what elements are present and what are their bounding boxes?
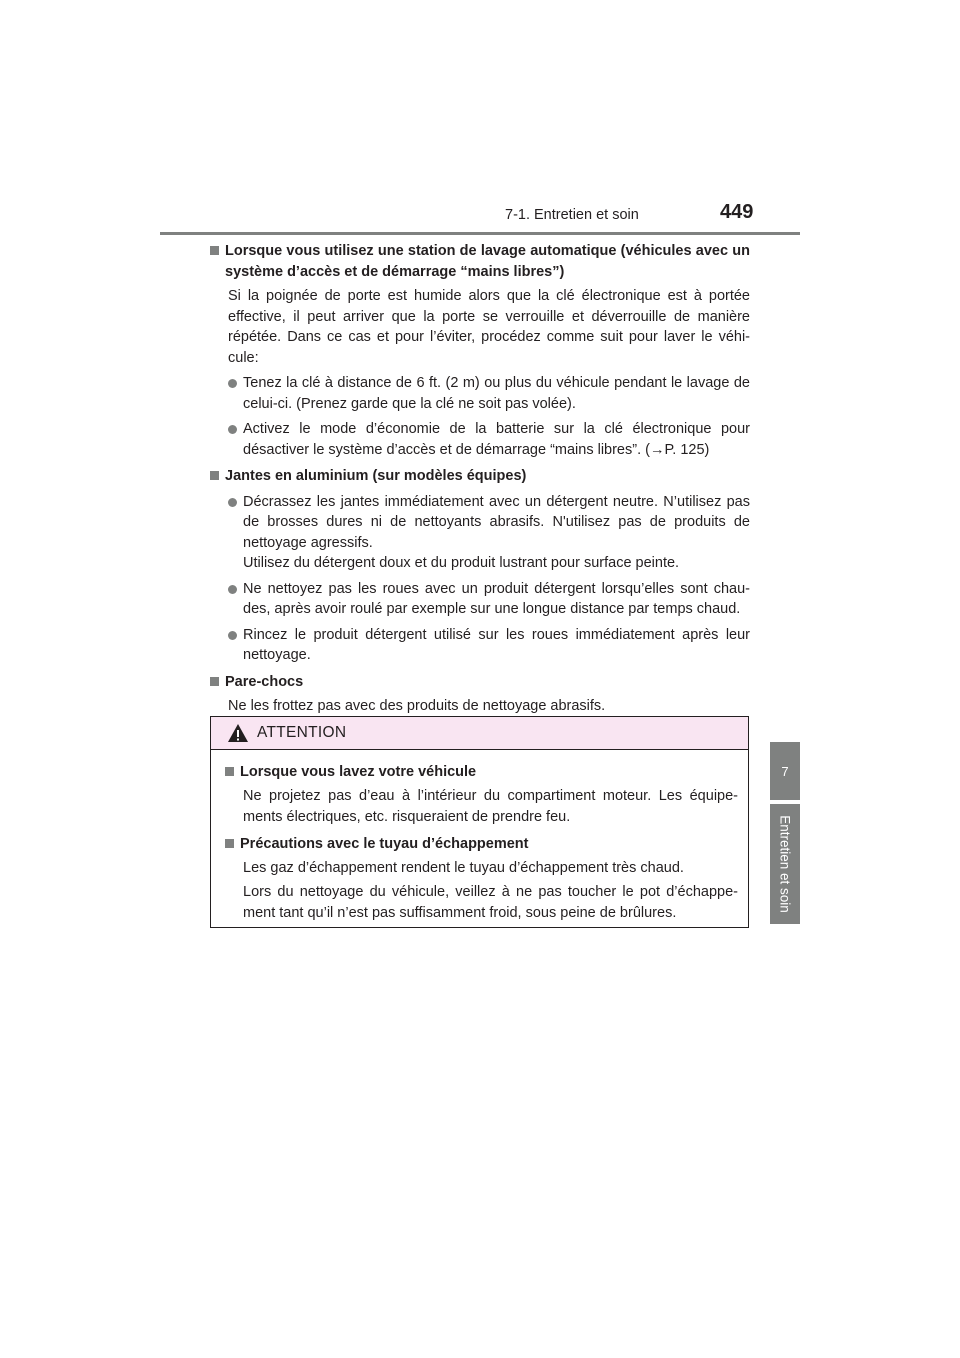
attention-heading-washing (225, 762, 738, 783)
list-item-text (243, 492, 750, 574)
round-bullet-icon (228, 498, 237, 507)
list-item (228, 579, 750, 620)
page-number: 449 (720, 201, 754, 223)
square-bullet-icon (225, 839, 234, 848)
header-divider (160, 232, 800, 235)
attention-heading-text: Lorsque vous lavez votre véhicule (240, 764, 477, 780)
attention-heading-exhaust (225, 834, 738, 855)
list-item (228, 419, 750, 460)
attention-box (210, 716, 749, 928)
section-heading-text: Lorsque vous utilisez une station de lavage automatique (véhicules avec un système d’accès et de démarrage “mains libres”) (225, 243, 750, 280)
list-item-text-line: Utilisez du détergent doux et du produit lustrant pour surface peinte. (243, 555, 680, 571)
attention-body (211, 750, 748, 924)
square-bullet-icon (210, 471, 219, 480)
attention-paragraph: Ne projetez pas d’eau à l’intérieur du compartiment moteur. Les équipe-ments électriques, etc. risqueraient de prendre feu. (243, 788, 738, 825)
square-bullet-icon (210, 677, 219, 686)
attention-paragraph: Les gaz d’échappement rendent le tuyau d’échappement très chaud. (243, 860, 684, 876)
list-item-text-line: Décrassez les jantes immédiatement avec un détergent neutre. N’utilisez pas de brosses dures ni de nettoyants abrasifs. N'utilisez pas de produits de nettoyage agressifs. (243, 493, 750, 551)
attention-heading-text: Précautions avec le tuyau d’échappement (240, 836, 529, 852)
section-paragraph: Ne les frottez pas avec des produits de nettoyage abrasifs. (228, 698, 606, 714)
list-item (228, 625, 750, 666)
section-paragraph: Si la poignée de porte est humide alors que la clé électronique est à portée effective, il peut arriver que la porte se verrouille et déverrouille de manière répétée. Dans ce cas et pour l’éviter, procédez comme suit pour laver le véhi-cule: (228, 288, 750, 366)
list-item-text: Activez le mode d’économie de la batterie sur la clé électronique pour désactiver le système d’accès et de démarrage “mains libres”. (→P. 125) (243, 421, 750, 458)
chapter-tab-number[interactable]: 7 (770, 742, 800, 800)
chapter-tab-label[interactable] (770, 804, 800, 924)
section-heading-bumpers (210, 672, 750, 693)
chapter-tab-label-text: Entretien et soin (777, 815, 793, 913)
list-item (228, 373, 750, 414)
section-heading-text: Jantes en aluminium (sur modèles équipes) (225, 468, 527, 484)
main-content (210, 241, 750, 717)
section-title: 7-1. Entretien et soin (505, 207, 639, 223)
round-bullet-icon (228, 379, 237, 388)
list-item-text: Tenez la clé à distance de 6 ft. (2 m) ou plus du véhicule pendant le lavage de celui-ci. (Prenez garde que la clé ne soit pas volée). (243, 375, 750, 412)
round-bullet-icon (228, 425, 237, 434)
attention-title: ATTENTION (257, 724, 347, 741)
round-bullet-icon (228, 585, 237, 594)
attention-header (211, 717, 748, 750)
warning-triangle-icon (227, 723, 249, 743)
list-item-text: Rincez le produit détergent utilisé sur les roues immédiatement après leur nettoyage. (243, 626, 750, 663)
list-item (228, 492, 750, 574)
square-bullet-icon (210, 246, 219, 255)
round-bullet-icon (228, 631, 237, 640)
section-heading-aluminium-wheels (210, 466, 750, 487)
section-heading-car-wash (210, 241, 750, 282)
list-item-text: Ne nettoyez pas les roues avec un produit détergent lorsqu’elles sont chau-des, après avoir roulé par exemple sur une longue distance par temps chaud. (243, 580, 750, 617)
square-bullet-icon (225, 767, 234, 776)
attention-paragraph: Lors du nettoyage du véhicule, veillez à ne pas toucher le pot d’échappe-ment tant qu’il n’est pas suffisamment froid, sous peine de brûlures. (243, 884, 738, 921)
section-heading-text: Pare-chocs (225, 673, 304, 690)
